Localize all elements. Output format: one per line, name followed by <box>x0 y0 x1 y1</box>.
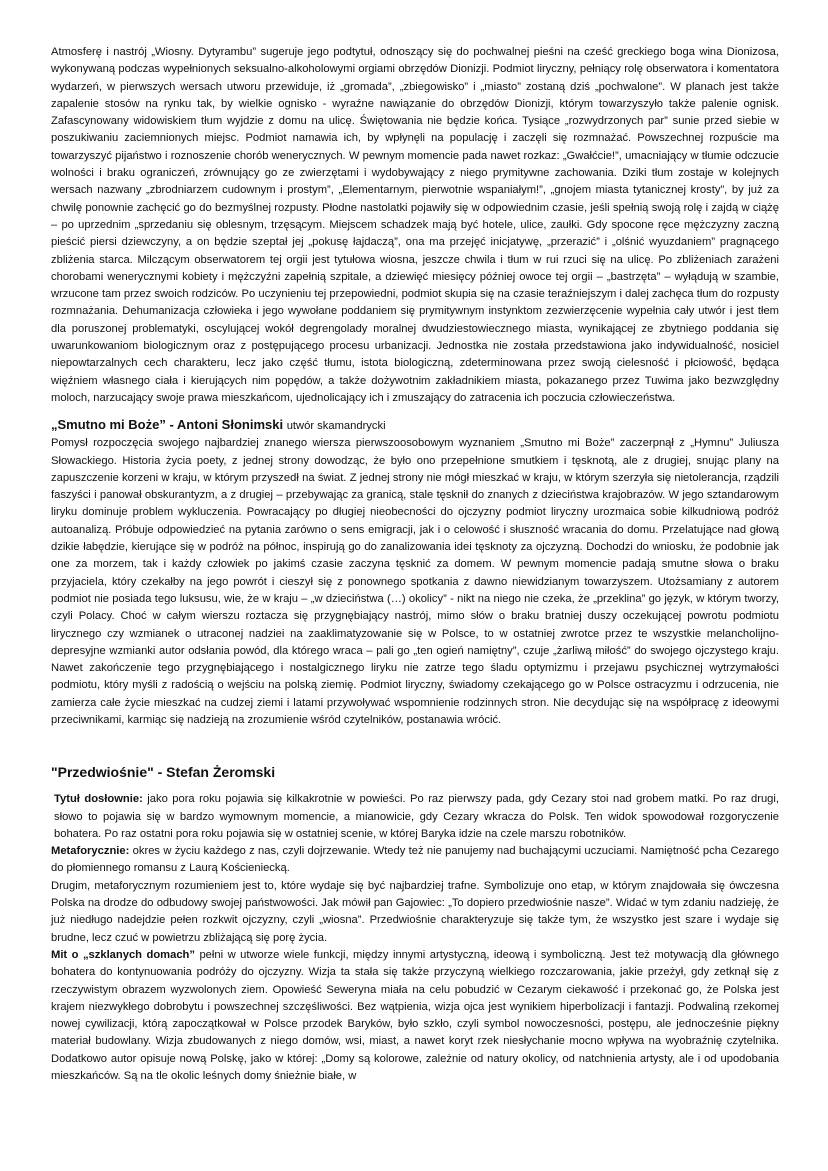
zeromski-paragraph-metaphor <box>51 843 779 878</box>
section-heading-slonimski <box>51 416 779 435</box>
wiosna-paragraph: Atmosferę i nastrój „Wiosny. Dytyrambu” sugeruje jego podtytuł, odnoszący się do pochwalnej pieśni na cześć greckiego boga wina Dionizosa, wykonywaną podczas wypełnionych seksualno-alkoholowymi orgiami obrzędów Dionizji. Podmiot liryczny, pełniący rolę obserwatora i komentatora wydarzeń, w pierwszych wersach utworu przewiduje, iż „gromada”, „zbiegowisko” i „miasto” zostaną dziś „pochwalone”. W planach jest także zapalenie stosów na rynku tak, by wielkie ognisko - wyraźne nawiązanie do obrzędów Dionizji, którym towarzyszyło także palenie ognisk. Zafascynowany widowiskiem tłum wyjdzie z domu na ulicę. Świętowania nie będzie końca. Tysiące „rozwydrzonych par” sunie przed siebie w poszukiwaniu zaciemnionych miejsc. Podmiot namawia ich, by wpłynęli na populację i zaczęli się rozmnażać. Powszechnej rozpuście ma towarzyszyć pijaństwo i roznoszenie chorób wenerycznych. W pewnym momencie pada nawet rozkaz: „Gwałćcie!”, umacniający w tłumie odczucie wolności i braku ograniczeń, zrównujący go ze zwierzętami i wydobywający z niego prymitywne zachowania. Dziki tłum zostaje w kolejnych wersach nazwany „zbrodniarzem cudownym i prostym”, „Elementarnym, pierwotnie wspaniałym!”, „gnojem miasta tytanicznej krosty”, by już za chwilę ponownie zachęcić go do bezmyślnej rozpusty. Płodne nastolatki pojawiły się w odpowiednim czasie, jeśli spełnią swoją rolę i zajdą w ciążę – po uprzednim „sprzedaniu się oblesnym, trzęsącym. Miejscem schadzek mają być hotele, ulice, zaułki. Gdy spocone ręce mężczyzny zaczną pieścić piersi dziewczyny, a on będzie szeptał jej „pokusę łajdaczą”, ona ma przejęć inicjatywę, „przerazić” i „olśnić wyuzdaniem” pragnącego zbliżenia starca. Milczącym obserwatorem tej orgii jest tytułowa wiosna, jeszcze chwila i tłum w rui rzuci się na ulicę. Po zbliżeniach zarażeni chorobami wenerycznymi kobiety i mężczyźni zapełnią szpitale, a dziewięć miesięcy później owoce tej orgii – „bastrzęta” – wyłądują w szambie, wrzucone tam przez swoich rodziców. Po uczynieniu tej przepowiedni, podmiot skupia się na czasie teraźniejszym i dalej zachęca tłum do rozpusty rozmnażania. Dehumanizacja człowieka i jego wywołane poddaniem się prymitywnym instynktom zezwierzęcenie wypełnia cały utwór i jest tłem dla poruszonej problematyki, oscylującej wokół degrengolady moralnej dwudziestowiecznego miasta, wynikającej ze zbytniego poddania się uwarunkowaniom biologicznym oraz z postępującego procesu urbanizacji. Jednostka nie została przedstawiona jako indywidualność, nosiciel niepowtarzalnych cech charakteru, lecz jako część tłumu, istota biologiczną, zdeterminowana przez swoją cielesność i płciowość, będąca więźniem własnego ciała i kierujących nim popędów, a także dożywotnim zakładnikiem miasta, pokazanego przez Tuwima jako bezwzględny moloch, narzucający swoje prawa mieszkańcom, ujednolicający ich i zmuszający do zatracenia ich poczucia człowieczeństwa. <box>51 46 779 404</box>
zeromski-paragraph-title <box>51 791 779 843</box>
paragraph-text: okres w życiu każdego z nas, czyli dojrzewanie. Wtedy też nie panujemy nad buchającymi uczuciami. Namiętność pcha Cezarego do płomiennego romansu z Laurą Kościeniecką. <box>51 845 779 875</box>
paragraph-text: pełni w utworze wiele funkcji, między innymi artystyczną, ideową i symboliczną. Jest też motywacją dla głównego bohatera do kontynuowania podróży do ojczyzny. Wizja ta stała się także przyczyną wielkiego rozczarowania, jakie przeżył, gdy zetknął się z rzeczywistym obrazem wyzwolonych ziem. Opowieść Seweryna miała na celu pobudzić w Cezarym ciekawość i przekonać go, że Polska jest krajem niezwykłego dobrobytu i powszechnej szczęśliwości. Bez wątpienia, wizja ojca jest wynikiem hiperbolizacji i fantazji. Podwaliną rzekomej nowej cywilizacji, którą zapoczątkował w Polsce przodek Baryków, było szkło, czyli symbol nowoczesności, postępu, ale jednocześnie piękny materiał budowlany. Wizja zbudowanych z niego domów, wsi, miast, a nawet koryt rzek niesłychanie mocno wpływa na wyobraźnię czytelnika. Dodatkowo autor opisuje nową Polskę, jako w której: „Domy są kolorowe, zależnie od natury okolicy, od natchnienia artysty, ale i od upodobania mieszkańców. Są na tle okolic leśnych domy śnieżnie białe, w <box>51 948 779 1083</box>
paragraph-lead: Tytuł dosłownie: <box>54 793 143 806</box>
paragraph-lead: Mit o „szklanych domach” <box>51 948 195 961</box>
section-heading-note: utwór skamandrycki <box>286 420 386 433</box>
paragraph-lead: Metaforycznie: <box>51 845 130 858</box>
zeromski-paragraph-second-meaning: Drugim, metaforycznym rozumieniem jest to, które wydaje się być najbardziej trafne. Symbolizuje ono etap, w którym znajdowała się ówczesna Polska na drodze do odbudowy swojej państwowości. Jak mówił pan Gajowiec: „To dopiero przedwiośnie nasze”. Widać w tym zdaniu nadzieję, że już niedługo nadejdzie pełen rozkwit ojczyzny, czyli „wiosna”. Przedwiośnie charakteryzuje się także tym, że wszystko jest szare i wydaje się brudne, lecz czuć w powietrzu zbliżającą się porę życia. <box>51 879 779 944</box>
section-heading-title: „Smutno mi Boże” - Antoni Słonimski <box>51 417 284 433</box>
paragraph-text: jako pora roku pojawia się kilkakrotnie w powieści. Po raz pierwszy pada, gdy Cezary stoi nad grobem matki. Po raz drugi, słowo to pojawia się w bardzo wymownym momencie, a mianowicie, gdy Cezary wkracza do Polsk. Ten widok spowodował rozgoryczenie bohatera. Po raz ostatni pora roku pojawia się w ostatniej scenie, w której Baryka idzie na czele marszu robotników. <box>54 793 779 840</box>
section-heading-zeromski: "Przedwiośnie" - Stefan Żeromski <box>51 764 276 781</box>
document-page <box>51 44 779 1085</box>
slonimski-paragraph: Pomysł rozpoczęcia swojego najbardziej znanego wiersza pierwszoosobowym wyznaniem „Smutno mi Boże” zaczerpnął z „Hymnu” Juliusza Słowackiego. Historia życia poety, z jednej strony dowodząc, że było ono przepełnione smutkiem i tęsknotą, ale z drugiej, snując plany na zapuszczenie korzeni w kraju, w którym przyszedł na świat. Z jednej strony nie mógł mieszkać w kraju, w którym szerzyła się nietolerancja, rządzili faszyści i panował obskurantyzm, a z drugiej – przebywając za granicą, stale tęsknił do znanych z dzieciństwa krajobrazów. W jego sztandarowym liryku dominuje problem wykluczenia. Powracający po długiej nieobecności do ojczyzny podmiot liryczny urozmaica sobie kilkudniową podróż autoanalizą. Próbuje odpowiedzieć na pytania zarówno o sens emigracji, jak i o celowość i słuszność wracania do domu. Przelatujące nad głową dzikie łabędzie, kierujące się w podróż na północ, inspirują go do zanalizowania idei tęsknoty za ojczyzną. Dochodzi do wniosku, że podobnie jak one za morzem, tak i każdy człowiek po jakimś czasie zaczyna tęsknić za domem. W pewnym momencie padają smutne słowa o braku przyjaciela, który czekałby na jego powrót i cieszył się z ponownego spotkania z dawno niewidzianym towarzyszem. Utożsamiany z autorem podmiot nie posiada tego luksusu, wie, że w kraju – „w dzieciństwa (…) okolicy” - nikt na niego nie czeka, że „przeklina” go język, w którym tworzy, czyli Polacy. Choć w całym wierszu roztacza się przygnębiający nastrój, mimo słów o braku bratniej duszy oczekującej powrotu podmiotu lirycznego czy wzmianek o utraconej nadziei na zaaklimatyzowanie się w Polsce, to w ostatniej zwrotce przez te wszystkie melancholijno-depresyjne wzmianki autor odsłania powód, dla którego wraca – pali go „ten ogień namiętny”, czuje „żarliwą miłość” do swojego ojczystego kraju. Nawet zakończenie tego przygnębiającego i nostalgicznego liryku nie zatrze tego śladu optymizmu i przejawu psychicznej wytrzymałości podmiotu, który myśli z radością o wejściu na polską ziemię. Podmiot liryczny, świadomy czekającego go w Polsce ostracyzmu i odrzucenia, nie zamierza całe życie mieszkać na cudzej ziemi i latami przywoływać wspomnienie rodzinnych stron. Nie decydując się na współpracę z ideowymi przeciwnikami, karmiąc się nadzieją na zrozumienie wśród czytelników, postanawia wrócić. <box>51 437 779 726</box>
zeromski-paragraph-glass-houses <box>51 947 779 1085</box>
